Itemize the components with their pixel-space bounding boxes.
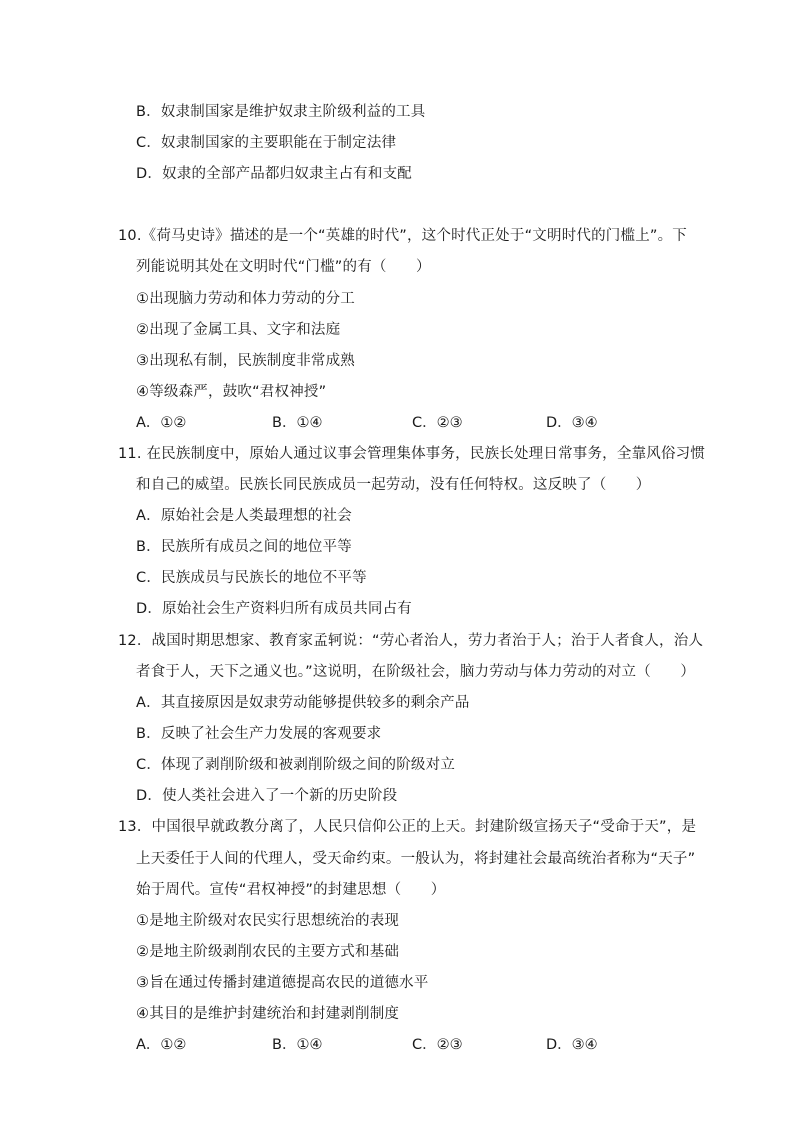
q13-statement-1: ①是地主阶级对农民实行思想统治的表现 [136,913,400,929]
q10-choice-d: D．③④ [546,415,598,431]
q12-option-b: B．反映了社会生产力发展的客观要求 [136,726,382,742]
q10-choice-b: B．①④ [272,415,323,431]
q12-option-c: C．体现了剥削阶级和被剥削阶级之间的阶级对立 [136,757,456,773]
q13-choice-a: A．①② [136,1037,187,1053]
q11-option-b: B．民族所有成员之间的地位平等 [136,539,352,555]
q10-choice-a: A．①② [136,415,187,431]
q9-option-c: C．奴隶制国家的主要职能在于制定法律 [136,135,397,151]
q13-choice-c: C．②③ [412,1037,463,1053]
q10-statement-2: ②出现了金属工具、文字和法庭 [136,322,341,338]
q9-option-b: B．奴隶制国家是维护奴隶主阶级利益的工具 [136,104,426,120]
q11-stem-line-1: 11. 在民族制度中，原始人通过议事会管理集体事务，民族长处理日常事务，全靠风俗习惯 [118,446,706,462]
q10-statement-4: ④等级森严，鼓吹“君权神授” [136,384,327,400]
q13-statement-2: ②是地主阶级剥削农民的主要方式和基础 [136,944,400,960]
q11-option-d: D．原始社会生产资料归所有成员共同占有 [136,601,412,617]
q9-option-d: D．奴隶的全部产品都归奴隶主占有和支配 [136,166,412,182]
q12-stem-line-1: 12．战国时期思想家、教育家孟轲说：“劳心者治人，劳力者治于人；治于人者食人，治人 [118,633,704,649]
q13-stem-line-2: 上天委任于人间的代理人，受天命约束。一般认为，将封建社会最高统治者称为“天子” [136,851,696,867]
q10-statement-3: ③出现私有制，民族制度非常成熟 [136,353,355,369]
q13-statement-4: ④其目的是维护封建统治和封建剥削制度 [136,1006,400,1022]
q10-stem-line-1: 10.《荷马史诗》描述的是一个“英雄的时代”，这个时代正处于“文明时代的门槛上”。下 [118,228,688,244]
q12-option-d: D．使人类社会进入了一个新的历史阶段 [136,788,398,804]
q10-stem-line-2: 列能说明其处在文明时代“门槛”的有（ ） [136,259,431,275]
q13-choice-b: B．①④ [272,1037,323,1053]
q12-option-a: A．其直接原因是奴隶劳动能够提供较多的剩余产品 [136,695,470,711]
q13-choice-d: D．③④ [546,1037,598,1053]
q13-stem-line-3: 始于周代。宣传“君权神授”的封建思想（ ） [136,882,446,898]
q11-option-c: C．民族成员与民族长的地位不平等 [136,570,367,586]
q10-choice-c: C．②③ [412,415,463,431]
q13-stem-line-1: 13．中国很早就政教分离了，人民只信仰公正的上天。封建阶级宣扬天子“受命于天”，是 [118,819,697,835]
q11-stem-line-2: 和自己的威望。民族长同民族成员一起劳动，没有任何特权。这反映了（ ） [136,477,651,493]
q11-option-a: A．原始社会是人类最理想的社会 [136,508,352,524]
q13-statement-3: ③旨在通过传播封建道德提高农民的道德水平 [136,975,429,991]
q10-statement-1: ①出现脑力劳动和体力劳动的分工 [136,291,355,307]
q12-stem-line-2: 者食于人，天下之通义也。”这说明，在阶级社会，脑力劳动与体力劳动的对立（ ） [136,664,696,680]
